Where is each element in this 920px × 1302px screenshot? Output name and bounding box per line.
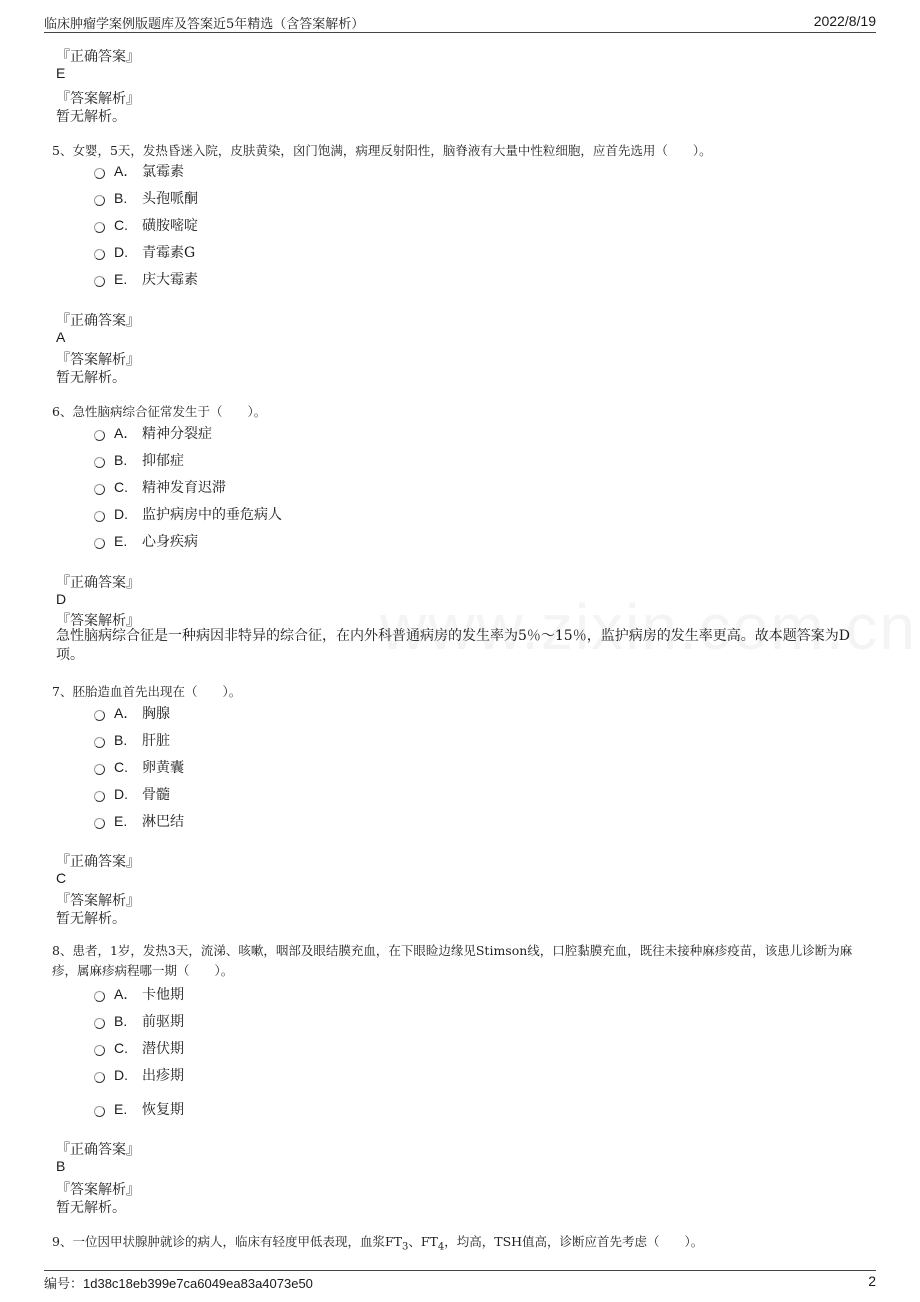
radio-icon[interactable] (94, 791, 105, 802)
answer-value: A (56, 329, 66, 345)
analysis-text: 暂无解析。 (56, 1200, 126, 1216)
document-code: 编号：1d38c18eb399e7ca6049ea83a4073e50 (44, 1276, 313, 1292)
option-c[interactable]: C. 精神发育迟滞 (94, 477, 226, 497)
answer-label: 『正确答案』 (56, 854, 140, 870)
answer-value: D (56, 591, 67, 607)
page-footer (44, 1270, 876, 1291)
question-9: 9、一位因甲状腺肿就诊的病人，临床有轻度甲低表现，血浆$FT_3$、$FT_4$，均高，TSH值高，诊断应首先考虑（ ）。 (52, 1234, 704, 1253)
radio-icon[interactable] (94, 430, 105, 441)
answer-label: 『正确答案』 (56, 49, 140, 65)
radio-icon[interactable] (94, 1018, 105, 1029)
option-b[interactable]: B. 头孢哌酮 (94, 188, 198, 208)
answer-label: 『正确答案』 (56, 313, 140, 329)
option-e[interactable]: E. 庆大霉素 (94, 269, 198, 289)
radio-icon[interactable] (94, 195, 105, 206)
analysis-label: 『答案解析』 (56, 613, 140, 629)
option-d[interactable]: D. 出疹期 (94, 1065, 184, 1085)
option-a[interactable]: A． 胸腺 (94, 703, 170, 723)
page-header (44, 12, 876, 33)
option-b[interactable]: B. 肝脏 (94, 730, 170, 750)
option-a[interactable]: A． 氯霉素 (94, 161, 184, 181)
document-title: 临床肿瘤学案例版题库及答案近5年精选（含答案解析） (44, 17, 365, 32)
radio-icon[interactable] (94, 249, 105, 260)
analysis-label: 『答案解析』 (56, 1182, 140, 1198)
answer-label: 『正确答案』 (56, 1142, 140, 1158)
radio-icon[interactable] (94, 276, 105, 287)
option-e[interactable]: E. 淋巴结 (94, 811, 184, 831)
radio-icon[interactable] (94, 710, 105, 721)
analysis-label: 『答案解析』 (56, 352, 140, 368)
question-5: 5、女婴，5天，发热昏迷入院，皮肤黄染，囟门饱满，病理反射阳性，脑脊液有大量中性粒细胞，应首先选用（ ）。 (52, 143, 712, 158)
option-b[interactable]: B. 前驱期 (94, 1011, 184, 1031)
option-d[interactable]: D. 监护病房中的垂危病人 (94, 504, 282, 524)
question-8: 8、患者，1岁，发热3天，流涕、咳嗽，咽部及眼结膜充血，在下眼睑边缘见Stimson线，口腔黏膜充血，既往未接种麻疹疫苗，该患儿诊断为麻疹，属麻疹病程哪一期（ ）。 (52, 943, 853, 978)
option-a[interactable]: A． 精神分裂症 (94, 423, 212, 443)
radio-icon[interactable] (94, 991, 105, 1002)
option-c[interactable]: C. 磺胺嘧啶 (94, 215, 198, 235)
option-d[interactable]: D. 骨髓 (94, 784, 170, 804)
radio-icon[interactable] (94, 1106, 105, 1117)
radio-icon[interactable] (94, 538, 105, 549)
answer-value: B (56, 1158, 66, 1174)
answer-label: 『正确答案』 (56, 575, 140, 591)
radio-icon[interactable] (94, 818, 105, 829)
analysis-label: 『答案解析』 (56, 893, 140, 909)
option-e[interactable]: E. 心身疾病 (94, 531, 198, 551)
answer-value: C (56, 870, 67, 886)
option-b[interactable]: B. 抑郁症 (94, 450, 184, 470)
question-7: 7、胚胎造血首先出现在（ ）。 (52, 684, 242, 699)
answer-value: E (56, 65, 66, 81)
option-a[interactable]: A． 卡他期 (94, 984, 184, 1004)
option-d[interactable]: D. 青霉素G (94, 242, 195, 262)
analysis-label: 『答案解析』 (56, 91, 140, 107)
radio-icon[interactable] (94, 511, 105, 522)
radio-icon[interactable] (94, 484, 105, 495)
radio-icon[interactable] (94, 764, 105, 775)
analysis-text: 暂无解析。 (56, 370, 126, 386)
analysis-text: 暂无解析。 (56, 911, 126, 927)
option-c[interactable]: C. 卵黄囊 (94, 757, 184, 777)
radio-icon[interactable] (94, 1045, 105, 1056)
radio-icon[interactable] (94, 222, 105, 233)
radio-icon[interactable] (94, 737, 105, 748)
radio-icon[interactable] (94, 1072, 105, 1083)
analysis-text: 急性脑病综合征是一种病因非特异的综合征，在内外科普通病房的发生率为5％～15％，监护病房的发生率更高。故本题答案为D项。 (56, 628, 850, 663)
radio-icon[interactable] (94, 457, 105, 468)
radio-icon[interactable] (94, 168, 105, 179)
document-date: 2022/8/19 (813, 13, 876, 29)
option-c[interactable]: C. 潜伏期 (94, 1038, 184, 1058)
analysis-text: 暂无解析。 (56, 109, 126, 125)
option-e[interactable]: E. 恢复期 (94, 1099, 184, 1119)
page-number: 2 (868, 1273, 876, 1289)
question-6: 6、急性脑病综合征常发生于（ ）。 (52, 404, 267, 419)
